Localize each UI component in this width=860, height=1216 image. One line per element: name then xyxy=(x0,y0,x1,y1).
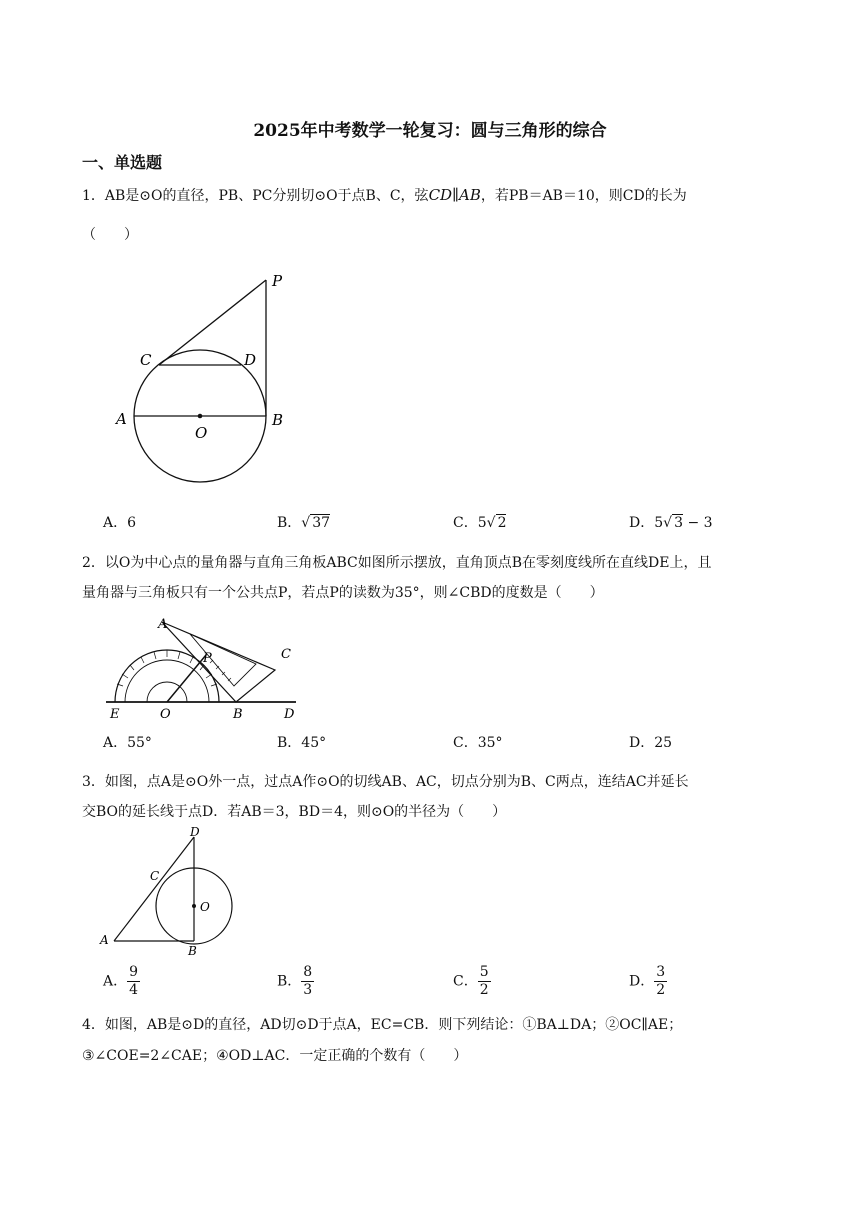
q1-option-b-radicand: 37 xyxy=(312,515,331,531)
q1-figure xyxy=(110,268,300,490)
q3-center-dot xyxy=(192,904,196,908)
question-2-line-1: 2．以O为中心点的量角器与直角三角板ABC如图所示摆放，直角顶点B在零刻度线所在直线DE上，且 xyxy=(82,555,712,571)
q3-option-a-label: A． xyxy=(103,973,128,990)
q1-option-a: A．6 xyxy=(103,515,137,531)
q3-label-o: O xyxy=(200,900,210,914)
q2-figure xyxy=(100,612,310,722)
q1-math-cd-parallel-ab: CD∥AB xyxy=(428,186,481,204)
q1-label-c: C xyxy=(140,351,152,369)
q2-label-o: O xyxy=(160,707,171,722)
q3-label-c: C xyxy=(150,869,160,883)
q3-option-d xyxy=(629,964,667,999)
q1-option-d-label: D． xyxy=(629,515,655,531)
q1-option-b-label: B． xyxy=(277,515,302,531)
q2-triangle-inner xyxy=(190,634,256,686)
q1-label-b: B xyxy=(272,411,284,429)
q1-option-d-tail: − 3 xyxy=(687,515,713,531)
q1-label-a: A xyxy=(116,410,127,428)
q2-label-b: B xyxy=(233,707,243,722)
question-3-line-2: 交BO的延长线于点D．若AB＝3，BD＝4，则⊙O的半径为（ ） xyxy=(82,804,507,820)
q3-option-a-fraction xyxy=(127,964,140,999)
q3-option-a-denominator: 4 xyxy=(129,982,139,998)
q1-label-o: O xyxy=(195,424,208,442)
q3-option-c-denominator: 2 xyxy=(479,982,489,998)
q2-option-b: B．45° xyxy=(277,735,327,751)
question-2-line-2: 量角器与三角板只有一个公共点P，若点P的读数为35°，则∠CBD的度数是（ ） xyxy=(82,585,604,601)
q1-option-c: C．5√ 2 xyxy=(453,515,507,531)
q1-label-p: P xyxy=(272,272,283,290)
q1-label-d: D xyxy=(244,351,257,369)
q2-option-c: C．35° xyxy=(453,735,503,751)
q2-option-d: D．25 xyxy=(629,735,673,751)
q3-option-c-fraction xyxy=(478,964,491,999)
q1-option-d: D．5√ 3 − 3 xyxy=(629,515,713,531)
q3-option-a xyxy=(103,964,140,999)
q2-label-d: D xyxy=(284,707,295,722)
q3-option-c xyxy=(453,964,491,999)
q1-answer-paren: （ ） xyxy=(82,227,138,243)
q3-line-ad xyxy=(114,837,194,941)
q1-center-dot xyxy=(198,414,203,419)
q1-text-a: 1．AB是⊙O的直径，PB、PC分别切⊙O于点B、C，弦 xyxy=(82,188,429,204)
q3-option-b-fraction xyxy=(301,964,314,999)
q3-option-d-denominator: 2 xyxy=(656,982,666,998)
q3-label-a: A xyxy=(100,933,109,947)
q3-figure xyxy=(96,824,246,958)
q2-option-a: A．55° xyxy=(103,735,152,751)
q1-option-b: B．√ 37 xyxy=(277,515,331,531)
q3-option-b-denominator: 3 xyxy=(303,982,313,998)
q2-label-a: A xyxy=(158,617,168,632)
q1-option-c-radicand: 2 xyxy=(497,515,507,531)
page-title: 2025年中考数学一轮复习：圆与三角形的综合 xyxy=(253,121,607,141)
q3-option-a-numerator: 9 xyxy=(129,964,139,980)
q3-option-b-label: B． xyxy=(277,973,302,990)
question-3-line-1: 3．如图，点A是⊙O外一点，过点A作⊙O的切线AB、AC，切点分别为B、C两点，连结AC并延长 xyxy=(82,774,689,790)
q3-option-d-label: D． xyxy=(629,973,655,990)
q3-option-d-fraction xyxy=(654,964,667,999)
q3-label-b: B xyxy=(188,944,197,958)
q2-line-op xyxy=(167,655,206,702)
q1-option-c-coef: 5 xyxy=(477,515,487,531)
q1-option-d-radicand: 3 xyxy=(674,515,683,531)
q1-option-c-label: C． xyxy=(453,515,478,531)
question-4-line-1: 4．如图，AB是⊙D的直径，AD切⊙D于点A，EC=CB．则下列结论：①BA⊥DA；②OC∥AE； xyxy=(82,1017,683,1033)
q3-label-d: D xyxy=(190,825,200,839)
q1-option-d-coef: 5 xyxy=(654,515,664,531)
q1-text-b: ，若PB＝AB＝10，则CD的长为 xyxy=(480,188,687,204)
q2-label-e: E xyxy=(110,707,120,722)
q3-option-b-numerator: 8 xyxy=(303,964,313,980)
question-1-stem xyxy=(82,180,808,211)
q2-label-p: P xyxy=(203,651,212,666)
question-4-line-2: ③∠COE=2∠CAE；④OD⊥AC．一定正确的个数有（ ） xyxy=(82,1048,468,1064)
q3-option-b xyxy=(277,964,314,999)
section-heading: 一、单选题 xyxy=(82,153,163,172)
q2-label-c: C xyxy=(281,647,291,662)
q3-option-c-label: C． xyxy=(453,973,478,990)
q3-option-d-numerator: 3 xyxy=(656,964,666,980)
q3-option-c-numerator: 5 xyxy=(479,964,489,980)
